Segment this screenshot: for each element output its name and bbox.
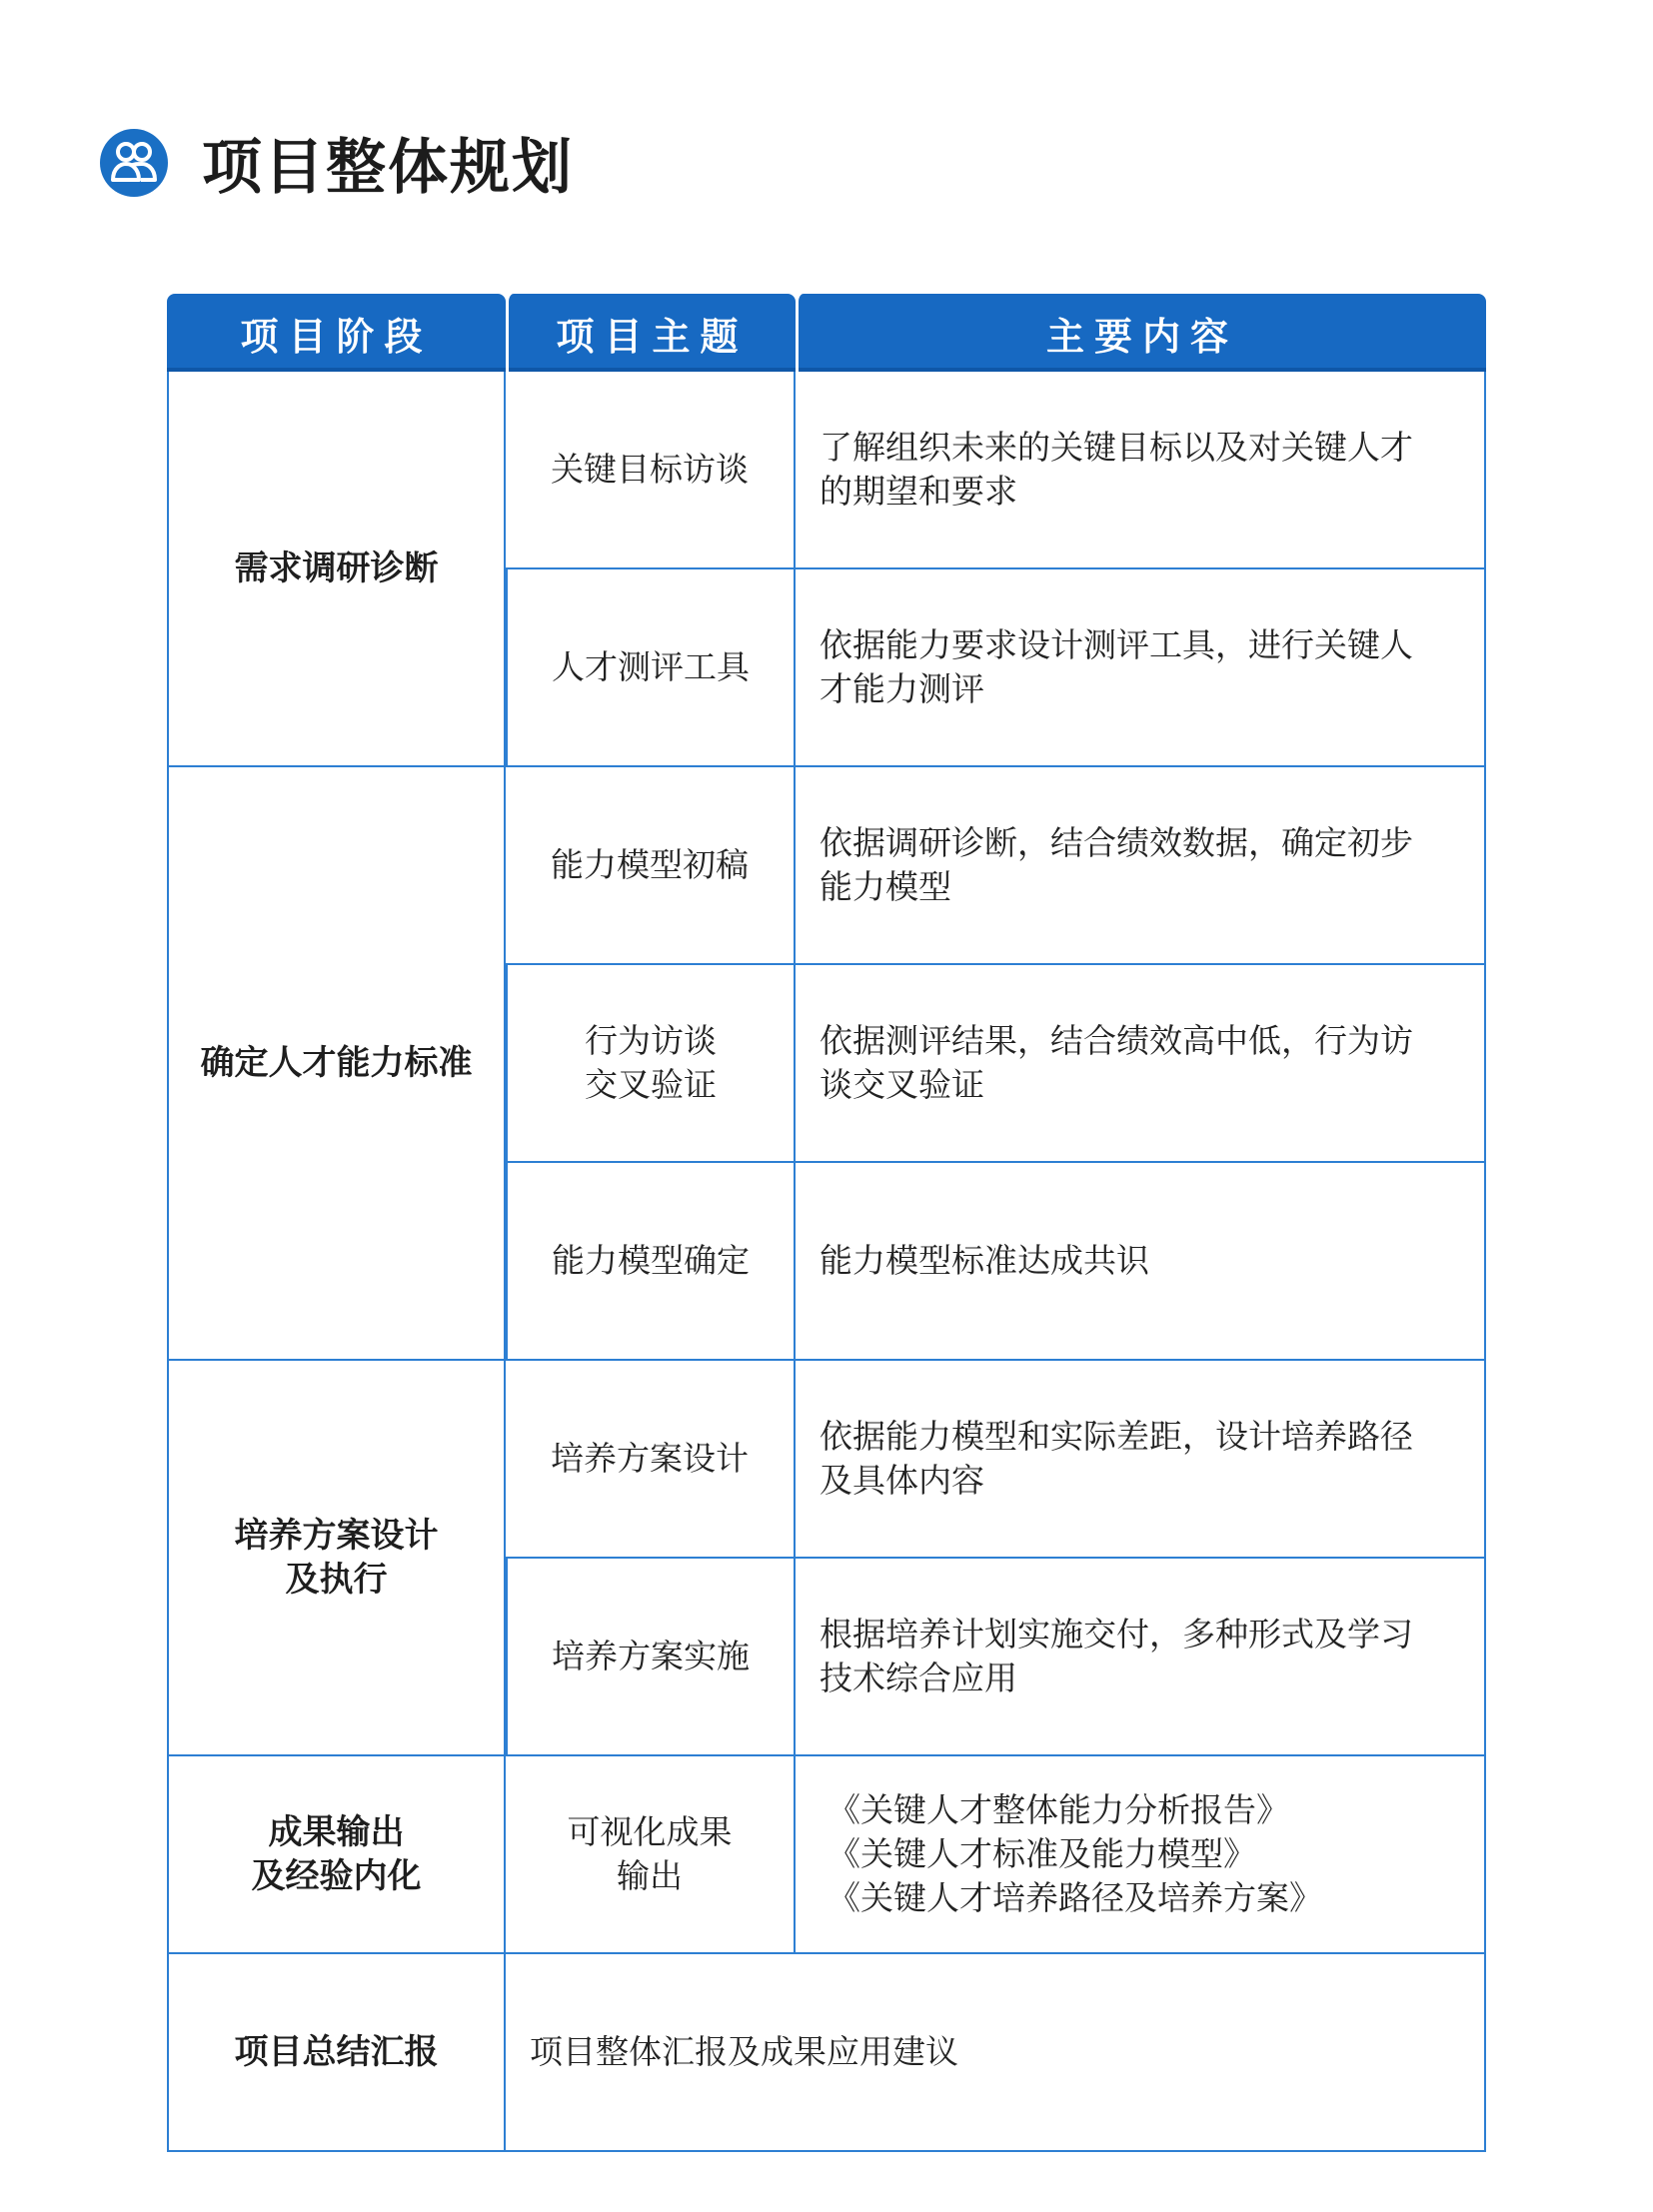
content-text: 项目整体汇报及成果应用建议 bbox=[530, 2032, 958, 2071]
page-title: 项目整体规划 bbox=[202, 133, 574, 203]
table-row bbox=[167, 767, 1486, 965]
content-text: 能力模型 bbox=[820, 867, 951, 906]
topic-cell bbox=[506, 1163, 796, 1361]
content-text: 依据能力要求设计测评工具，进行关键人 bbox=[820, 625, 1413, 664]
column-header-topic: 项目主题 bbox=[506, 294, 796, 372]
content-cell bbox=[796, 1559, 1486, 1756]
stage-label: 及经验内化 bbox=[251, 1856, 422, 1896]
table-body bbox=[167, 372, 1486, 2152]
stage-label: 项目总结汇报 bbox=[234, 2032, 439, 2072]
content-text: 《关键人才培养路径及培养方案》 bbox=[827, 1878, 1322, 1917]
content-cell bbox=[796, 1163, 1486, 1361]
column-header-stage: 项目阶段 bbox=[167, 294, 506, 372]
project-plan-table bbox=[167, 294, 1486, 2152]
topic-label: 能力模型确定 bbox=[552, 1241, 750, 1280]
stage-cell bbox=[167, 1954, 506, 2152]
content-text: 能力模型标准达成共识 bbox=[820, 1241, 1149, 1280]
page-header bbox=[100, 120, 574, 206]
content-text: 及具体内容 bbox=[820, 1461, 984, 1500]
content-text: 依据能力模型和实际差距，设计培养路径 bbox=[820, 1417, 1413, 1456]
summary-content-cell bbox=[506, 1954, 1486, 2152]
table-row bbox=[167, 372, 1486, 569]
topic-cell bbox=[506, 767, 796, 965]
topic-cell bbox=[506, 569, 796, 767]
topic-cell bbox=[506, 1361, 796, 1559]
content-text: 谈交叉验证 bbox=[820, 1065, 984, 1104]
topic-label: 人才测评工具 bbox=[552, 647, 750, 686]
stage-cell bbox=[167, 372, 506, 767]
stage-label: 及执行 bbox=[285, 1560, 388, 1600]
stage-cell bbox=[167, 1756, 506, 1954]
table-row-summary bbox=[167, 1954, 1486, 2152]
table-row bbox=[167, 1756, 1486, 1954]
content-text: 《关键人才整体能力分析报告》 bbox=[827, 1790, 1289, 1829]
content-text: 依据测评结果，结合绩效高中低，行为访 bbox=[820, 1021, 1413, 1060]
content-text: 才能力测评 bbox=[820, 669, 984, 708]
topic-cell bbox=[506, 372, 796, 569]
content-cell bbox=[796, 372, 1486, 569]
topic-label: 能力模型初稿 bbox=[551, 845, 749, 884]
stage-label: 需求调研诊断 bbox=[234, 549, 439, 588]
content-text: 的期望和要求 bbox=[820, 472, 1017, 511]
people-group-icon bbox=[100, 129, 168, 197]
stage-cell bbox=[167, 1361, 506, 1756]
topic-cell bbox=[506, 965, 796, 1163]
content-cell bbox=[796, 1361, 1486, 1559]
content-text: 根据培养计划实施交付，多种形式及学习 bbox=[820, 1615, 1413, 1654]
topic-label: 培养方案实施 bbox=[552, 1637, 750, 1675]
topic-cell bbox=[506, 1756, 796, 1954]
topic-label: 可视化成果 bbox=[567, 1812, 733, 1851]
content-cell bbox=[796, 965, 1486, 1163]
topic-label: 行为访谈 bbox=[585, 1021, 717, 1060]
topic-cell bbox=[506, 1559, 796, 1756]
content-text: 依据调研诊断，结合绩效数据，确定初步 bbox=[820, 823, 1413, 862]
content-text: 了解组织未来的关键目标以及对关键人才 bbox=[820, 428, 1413, 467]
content-text: 技术综合应用 bbox=[820, 1659, 1017, 1697]
table-row bbox=[167, 1361, 1486, 1559]
column-header-content: 主要内容 bbox=[796, 294, 1486, 372]
content-cell bbox=[796, 1756, 1486, 1954]
content-text: 《关键人才标准及能力模型》 bbox=[827, 1834, 1256, 1873]
content-cell bbox=[796, 569, 1486, 767]
stage-cell bbox=[167, 767, 506, 1361]
content-cell bbox=[796, 767, 1486, 965]
topic-label: 输出 bbox=[617, 1856, 683, 1895]
stage-label: 培养方案设计 bbox=[234, 1516, 439, 1556]
stage-label: 成果输出 bbox=[268, 1812, 405, 1852]
stage-label: 确定人才能力标准 bbox=[200, 1043, 473, 1083]
table-header bbox=[167, 294, 1486, 372]
topic-label: 交叉验证 bbox=[585, 1065, 717, 1104]
topic-label: 关键目标访谈 bbox=[551, 450, 749, 489]
topic-label: 培养方案设计 bbox=[551, 1439, 749, 1478]
